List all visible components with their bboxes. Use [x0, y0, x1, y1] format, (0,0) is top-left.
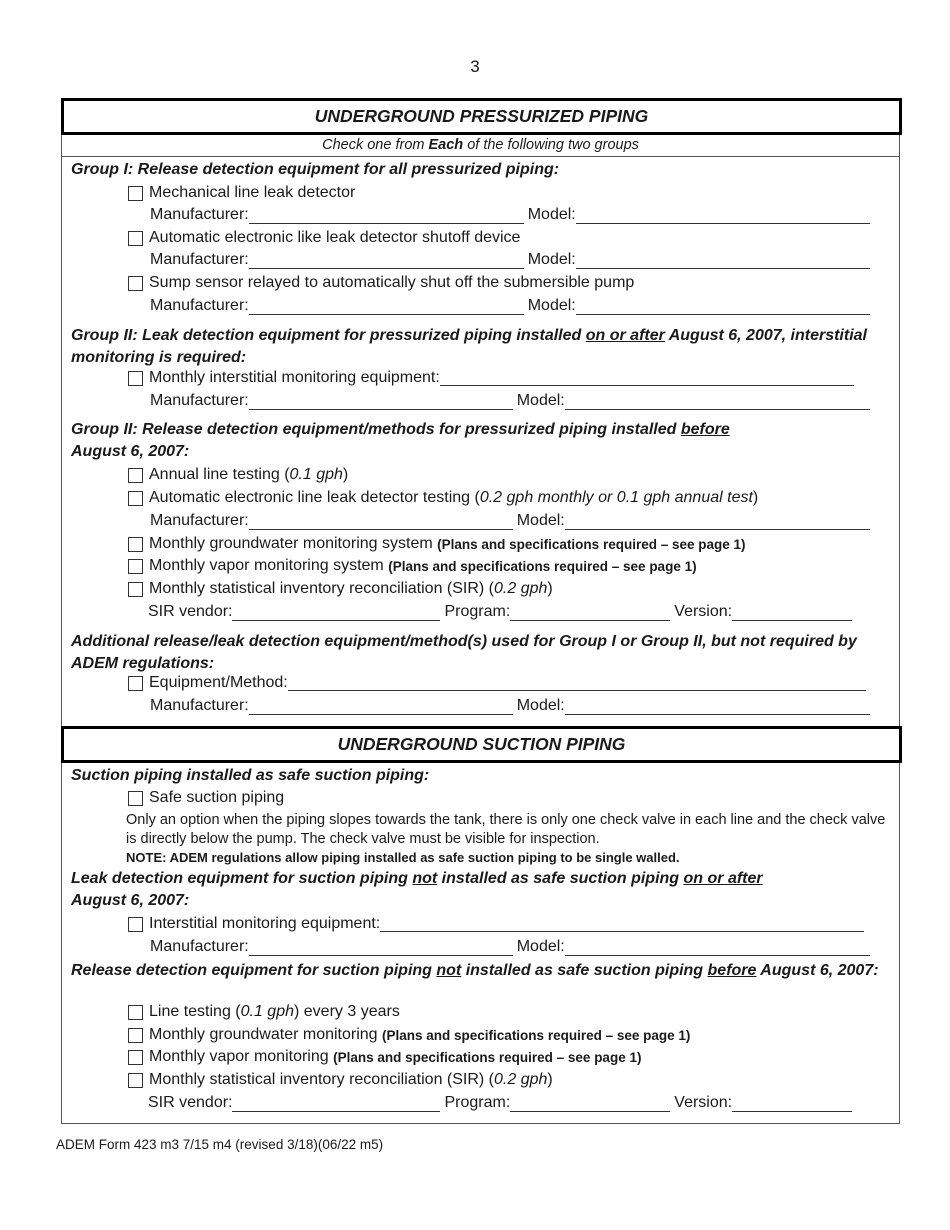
option-auto-electronic-lld-testing: Automatic electronic line leak detector testing ( 0.2 gph monthly or 0.1 gph annual test )	[128, 489, 950, 507]
equipment-input[interactable]	[440, 370, 854, 386]
option-line-testing-3yr: Line testing ( 0.1 gph ) every 3 years	[128, 1003, 950, 1021]
manufacturer-model-row: Manufacturer: Model:	[150, 697, 950, 715]
program-input[interactable]	[510, 605, 670, 621]
model-input[interactable]	[565, 940, 870, 956]
model-input[interactable]	[576, 299, 870, 315]
safe-suction-title: Suction piping installed as safe suction piping:	[71, 767, 430, 784]
model-input[interactable]	[565, 699, 870, 715]
group1-title: Group I: Release detection equipment for all pressurized piping:	[71, 161, 560, 178]
manufacturer-input[interactable]	[249, 699, 513, 715]
model-input[interactable]	[565, 514, 870, 530]
group2-after-title: Group II: Leak detection equipment for pressurized piping installed on or after August 6, 2007, interstitial monitoring is required:	[71, 327, 867, 366]
form-footer: ADEM Form 423 m3 7/15 m4 (revised 3/18)(06/22 m5)	[56, 1137, 384, 1152]
equipment-input[interactable]	[380, 916, 864, 932]
manufacturer-input[interactable]	[249, 940, 513, 956]
option-groundwater-suction: Monthly groundwater monitoring (Plans and specifications required – see page 1)	[128, 1026, 950, 1044]
checkbox[interactable]	[128, 276, 143, 291]
model-input[interactable]	[576, 208, 870, 224]
suction-after-title: Leak detection equipment for suction piping not installed as safe suction piping on or after August 6, 2007:	[71, 870, 763, 909]
instruction-text: Check one from Each of the following two groups	[62, 135, 899, 157]
manufacturer-model-row: Manufacturer: Model:	[150, 297, 950, 315]
group2-before-title: Group II: Release detection equipment/methods for pressurized piping installed before August 6, 2007:	[71, 421, 730, 460]
sir-vendor-input[interactable]	[232, 1096, 440, 1112]
leak-detection-form	[61, 98, 900, 1124]
safe-suction-description: Only an option when the piping slopes towards the tank, there is only one check valve in each line and the check valve is directly below the pump. The check valve must be visible for inspection.	[126, 812, 886, 847]
option-safe-suction: Safe suction piping	[128, 789, 950, 807]
additional-title: Additional release/leak detection equipment/method(s) used for Group I or Group II, but not required by ADEM regulations:	[71, 633, 857, 672]
model-input[interactable]	[576, 253, 870, 269]
option-vapor-suction: Monthly vapor monitoring (Plans and specifications required – see page 1)	[128, 1048, 950, 1066]
manufacturer-input[interactable]	[249, 514, 513, 530]
manufacturer-input[interactable]	[249, 208, 524, 224]
option-mechanical-lld: Mechanical line leak detector	[128, 184, 950, 202]
manufacturer-input[interactable]	[249, 253, 524, 269]
option-equipment-method: Equipment/Method:	[128, 674, 950, 692]
checkbox[interactable]	[128, 1005, 143, 1020]
checkbox[interactable]	[128, 917, 143, 932]
option-sir: Monthly statistical inventory reconciliation (SIR) ( 0.2 gph )	[128, 580, 950, 598]
equipment-method-input[interactable]	[288, 675, 866, 691]
option-sir-suction: Monthly statistical inventory reconciliation (SIR) ( 0.2 gph )	[128, 1071, 950, 1089]
model-input[interactable]	[565, 394, 870, 410]
manufacturer-model-row: Manufacturer: Model:	[150, 206, 950, 224]
option-interstitial-suction: Interstitial monitoring equipment:	[128, 915, 950, 933]
checkbox[interactable]	[128, 1073, 143, 1088]
checkbox[interactable]	[128, 559, 143, 574]
version-input[interactable]	[732, 605, 852, 621]
sir-vendor-input[interactable]	[232, 605, 440, 621]
manufacturer-input[interactable]	[249, 394, 513, 410]
option-annual-line-testing: Annual line testing ( 0.1 gph )	[128, 466, 950, 484]
option-sump-sensor: Sump sensor relayed to automatically shut off the submersible pump	[128, 274, 950, 292]
safe-suction-note: NOTE: ADEM regulations allow piping installed as safe suction piping to be single walled.	[126, 850, 680, 865]
sir-vendor-row: SIR vendor: Program: Version:	[148, 603, 950, 621]
checkbox[interactable]	[128, 468, 143, 483]
sir-vendor-row: SIR vendor: Program: Version:	[148, 1094, 950, 1112]
checkbox[interactable]	[128, 491, 143, 506]
manufacturer-input[interactable]	[249, 299, 524, 315]
checkbox[interactable]	[128, 231, 143, 246]
checkbox[interactable]	[128, 791, 143, 806]
option-interstitial-monitoring: Monthly interstitial monitoring equipment:	[128, 369, 950, 387]
option-vapor-monitoring: Monthly vapor monitoring system (Plans and specifications required – see page 1)	[128, 557, 950, 575]
manufacturer-model-row: Manufacturer: Model:	[150, 512, 950, 530]
option-auto-electronic-shutoff: Automatic electronic like leak detector shutoff device	[128, 229, 950, 247]
checkbox[interactable]	[128, 1050, 143, 1065]
checkbox[interactable]	[128, 537, 143, 552]
page-number: 3	[470, 57, 480, 76]
manufacturer-model-row: Manufacturer: Model:	[150, 392, 950, 410]
suction-before-title: Release detection equipment for suction piping not installed as safe suction piping before August 6, 2007:	[71, 962, 879, 979]
checkbox[interactable]	[128, 371, 143, 386]
checkbox[interactable]	[128, 1028, 143, 1043]
checkbox[interactable]	[128, 582, 143, 597]
checkbox[interactable]	[128, 186, 143, 201]
pressurized-piping-header: UNDERGROUND PRESSURIZED PIPING	[61, 98, 902, 135]
checkbox[interactable]	[128, 676, 143, 691]
manufacturer-model-row: Manufacturer: Model:	[150, 251, 950, 269]
manufacturer-model-row: Manufacturer: Model:	[150, 938, 950, 956]
suction-piping-header: UNDERGROUND SUCTION PIPING	[61, 726, 902, 763]
option-groundwater-monitoring: Monthly groundwater monitoring system (Plans and specifications required – see page 1)	[128, 535, 950, 553]
program-input[interactable]	[510, 1096, 670, 1112]
version-input[interactable]	[732, 1096, 852, 1112]
